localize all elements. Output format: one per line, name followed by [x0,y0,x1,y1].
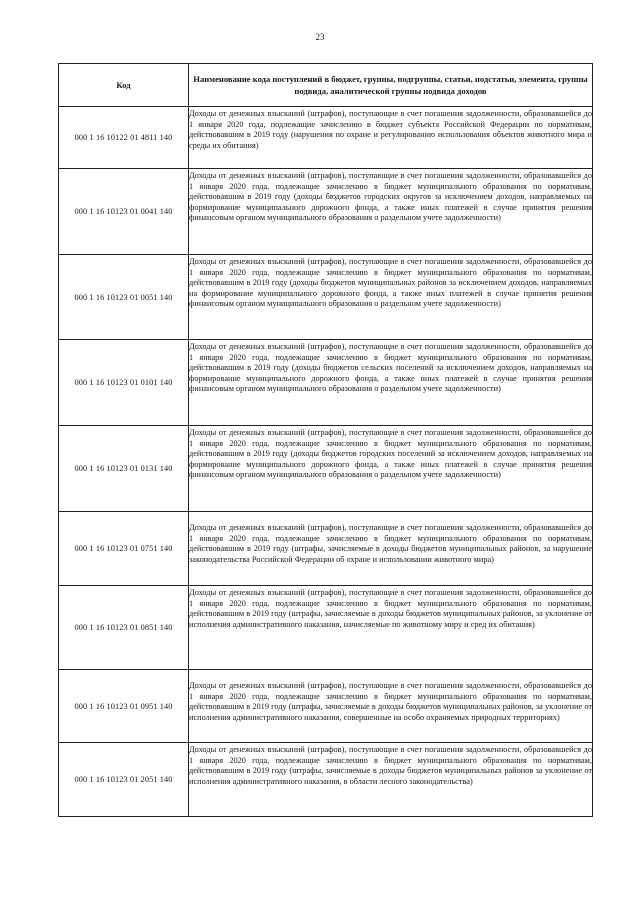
row-description-text: Доходы от денежных взысканий (штрафов), поступающие в счет погашения задолженности, образовавшейся до 1 января 2020 года, подлежащие зачислению в бюджет муниципального образования по нормативам, действовавшим в 2019 году (доходы бюджетов городских поселений за исключением доходов, направляемых на формирование муниципального дорожного фонда, а также иных платежей в случае принятия решения финансовым органом муниципального образования о раздельном учете задолженности) [189,428,592,480]
row-code: 000 1 16 10123 01 0751 140 [59,512,189,586]
table-header-row [59,64,593,107]
row-description [189,255,593,340]
row-description [189,169,593,255]
table-row [59,340,593,426]
row-description [189,670,593,743]
row-description-text: Доходы от денежных взысканий (штрафов), поступающие в счет погашения задолженности, образовавшейся до 1 января 2020 года, подлежащие зачислению в бюджет муниципального образования по нормативам, действовавшим в 2019 году (доходы бюджетов сельских поселений за исключением доходов, направляемых на формирование муниципального дорожного фонда, а также иных платежей в случае принятия решения финансовым органом муниципального образования о раздельном учете задолженности) [189,342,592,394]
row-code: 000 1 16 10123 01 2051 140 [59,743,189,817]
table-row [59,169,593,255]
table-row [59,670,593,743]
row-description-text: Доходы от денежных взысканий (штрафов), поступающие в счет погашения задолженности, образовавшейся до 1 января 2020 года, подлежащие зачислению в бюджет муниципального образования по нормативам, действовавшим в 2019 году (штрафы, зачисляемые в доходы бюджетов муниципальных районов за уклонение от исполнения административного наказания, в области лесного законодательства) [189,745,592,786]
row-description [189,512,593,586]
row-description [189,426,593,512]
row-description-text: Доходы от денежных взысканий (штрафов), поступающие в счет погашения задолженности, образовавшейся до 1 января 2020 года, подлежащие зачислению в бюджет муниципального образования по нормативам, действовавшим в 2019 году (штрафы, зачисляемые в доходы бюджетов муниципальных районов, за уклонение от исполнения административного наказания, совершенные на особо охраняемых природных территориях) [189,681,592,722]
row-code: 000 1 16 10123 01 0851 140 [59,586,189,670]
row-description-text: Доходы от денежных взысканий (штрафов), поступающие в счет погашения задолженности, образовавшейся до 1 января 2020 года, подлежащие зачислению в бюджет муниципального образования по нормативам, действовавшим в 2019 году (штрафы, зачисляемые в доходы бюджетов муниципальных районов, за уклонение от исполнения административного наказания, начисляемые по животному миру и сред их обитания) [189,588,592,629]
table-row [59,255,593,340]
row-description [189,743,593,817]
table-row [59,107,593,169]
table-row [59,512,593,586]
table-row [59,586,593,670]
row-description-text: Доходы от денежных взысканий (штрафов), поступающие в счет погашения задолженности, образовавшейся до 1 января 2020 года, подлежащие зачислению в бюджет муниципального образования по нормативам, действовавшим в 2019 году (доходы бюджетов муниципальных районов за исключением доходов, направляемых на формирование муниципального дорожного фонда, а также иных платежей в случае принятия решения финансовым органом муниципального образования о раздельном учете задолженности) [189,257,592,309]
table-row [59,743,593,817]
row-code: 000 1 16 10123 01 0041 140 [59,169,189,255]
row-code: 000 1 16 10123 01 0101 140 [59,340,189,426]
row-description [189,340,593,426]
row-code: 000 1 16 10122 01 4811 140 [59,107,189,169]
page-number: 23 [315,32,325,42]
row-code: 000 1 16 10123 01 0951 140 [59,670,189,743]
row-description-text: Доходы от денежных взысканий (штрафов), поступающие в счет погашения задолженности, образовавшейся до 1 января 2020 года, подлежащие зачислению в бюджет субъекта Российской Федерации по нормативам, действовавшим в 2019 году (нарушения по охране и регулированию использования объектов животного мира и среды их обитания) [189,109,592,150]
row-description [189,586,593,670]
row-description-text: Доходы от денежных взысканий (штрафов), поступающие в счет погашения задолженности, образовавшейся до 1 января 2020 года, подлежащие зачислению в бюджет муниципального образования по нормативам, действовавшим в 2019 году (доходы бюджетов городских округов за исключением доходов, направляемых на формирование муниципального дорожного фонда, а также иных платежей в случае принятия решения финансовым органом муниципального образования о раздельном учете задолженности) [189,171,592,223]
row-description-text: Доходы от денежных взысканий (штрафов), поступающие в счет погашения задолженности, образовавшейся до 1 января 2020 года, подлежащие зачислению в бюджет муниципального образования по нормативам, действовавшим в 2019 году (штрафы, зачисляемые в доходы бюджетов муниципальных районов, за нарушение законодательства Российской Федерации об охране и использовании животного мира) [189,523,592,564]
row-description [189,107,593,169]
row-code: 000 1 16 10123 01 0131 140 [59,426,189,512]
row-code: 000 1 16 10123 01 0051 140 [59,255,189,340]
header-name: Наименование кода поступлений в бюджет, группы, подгруппы, статьи, подстатьи, элемента, группы подвида, аналитической группы подвида доходов [189,64,593,107]
table-row [59,426,593,512]
revenue-codes-table [58,63,593,817]
header-code: Код [59,64,189,107]
